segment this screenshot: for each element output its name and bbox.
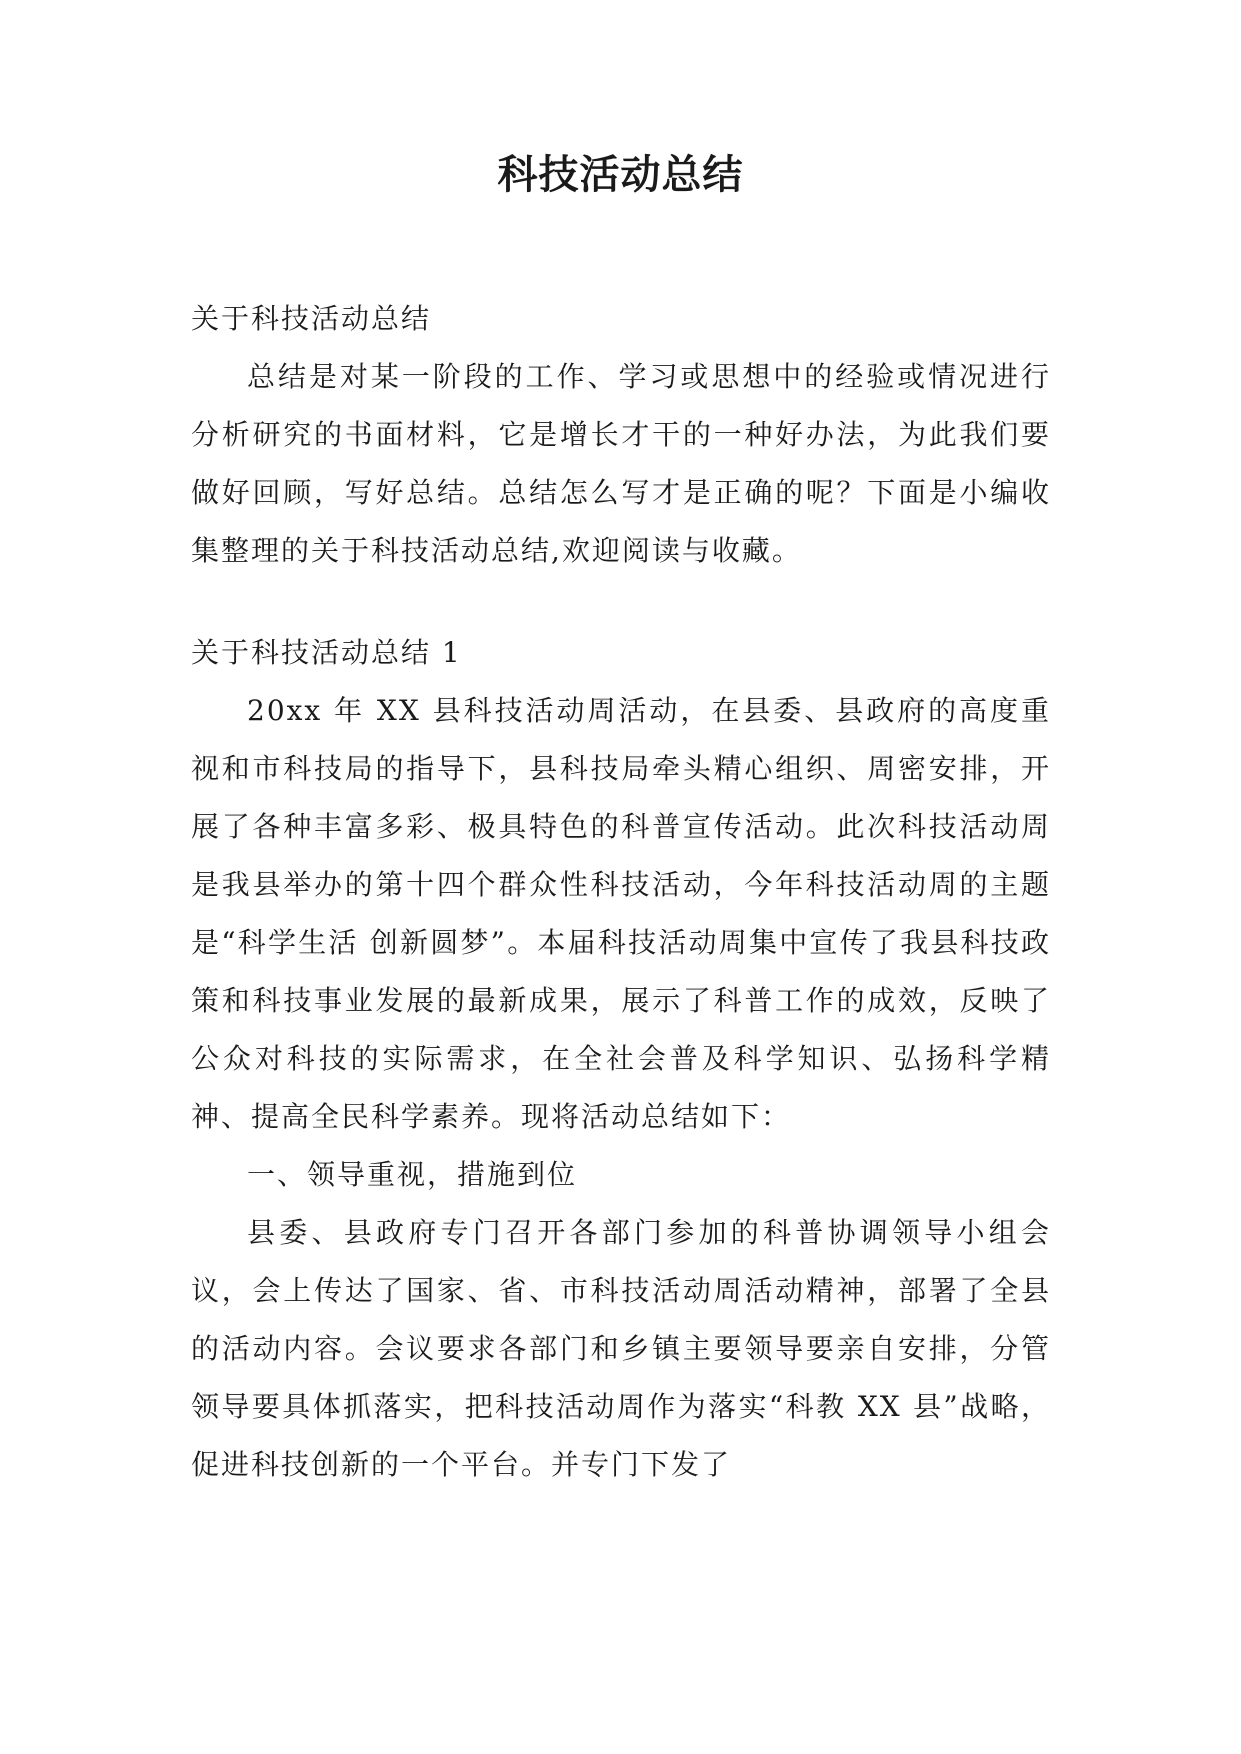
document-title: 科技活动总结 (497, 152, 744, 198)
intro-heading: 关于科技活动总结 (191, 302, 432, 335)
subheading: 一、领导重视，措施到位 (247, 1158, 578, 1191)
section-spacer (191, 580, 1051, 624)
section-paragraph: 20xx 年 XX 县科技活动周活动，在县委、县政府的高度重视和市科技局的指导下，县科技局牵头精心组织、周密安排，开展了各种丰富多彩、极具特色的科普宣传活动。此次科技活动周是我县举办的第十四个群众性科技活动，今年科技活动周的主题是“科学生活 创新圆梦”。本届科技活动周集中宣传了我县科技政策和科技事业发展的最新成果，展示了科普工作的成效，反映了公众对科技的实际需求，在全社会普及科学知识、弘扬科学精神、提高全民科学素养。现将活动总结如下： (191, 694, 1051, 1133)
section-paragraph: 县委、县政府专门召开各部门参加的科普协调领导小组会议，会上传达了国家、省、市科技活动周活动精神，部署了全县的活动内容。会议要求各部门和乡镇主要领导要亲自安排，分管领导要具体抓落实，把科技活动周作为落实“科教 XX 县”战略，促进科技创新的一个平台。并专门下发了 (191, 1216, 1051, 1481)
section-heading: 关于科技活动总结 1 (191, 636, 462, 669)
document-body (191, 290, 1051, 1494)
intro-paragraph: 总结是对某一阶段的工作、学习或思想中的经验或情况进行分析研究的书面材料，它是增长才干的一种好办法，为此我们要做好回顾，写好总结。总结怎么写才是正确的呢？下面是小编收集整理的关于科技活动总结,欢迎阅读与收藏。 (191, 360, 1051, 567)
